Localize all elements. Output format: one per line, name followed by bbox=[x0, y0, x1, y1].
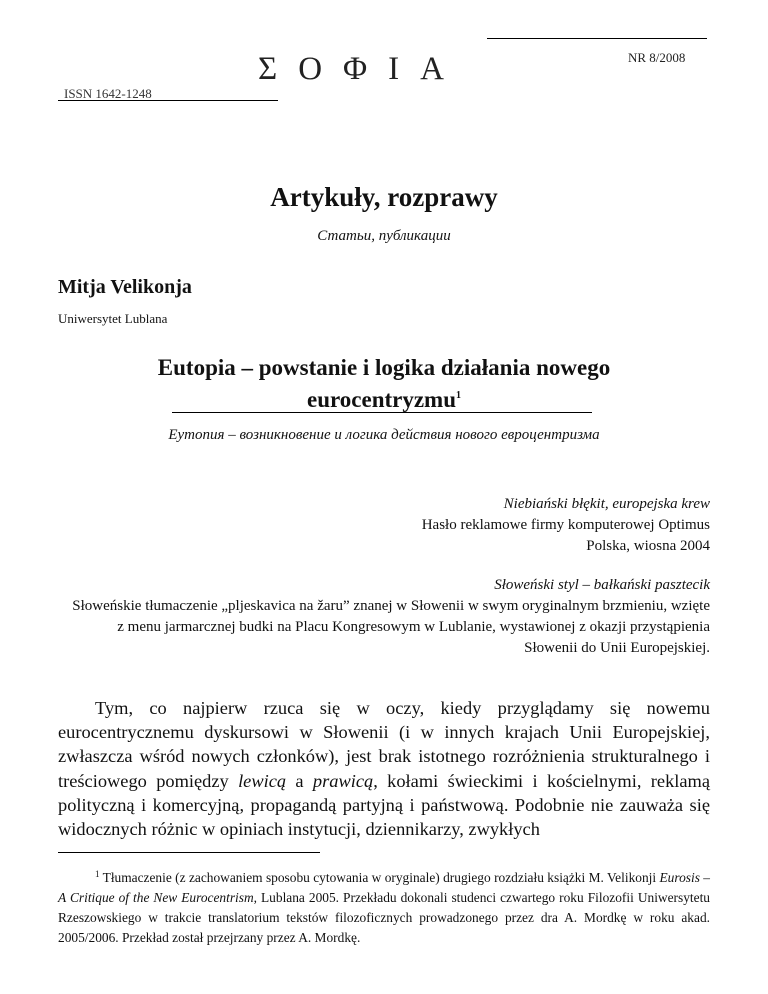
footnote-paragraph bbox=[58, 864, 710, 948]
body-text-run: Tym, co najpierw rzuca się w oczy, kiedy przyglądamy się nowemu eurocentrycznemu dyskursowi w Słowenii (i w innych krajach Unii Europejskiej, zwłaszcza wśród nowych członków), jest brak istotnego rozróżnienia strukturalnego i treściowego pomiędzy bbox=[58, 698, 710, 791]
author-affiliation: Uniwersytet Lublana bbox=[58, 311, 168, 326]
issn-label: ISSN 1642-1248 bbox=[64, 86, 152, 101]
epigraph-1-quote: Niebiański błękit, europejska krew bbox=[503, 496, 710, 512]
issn-rule bbox=[58, 100, 278, 101]
article-title bbox=[0, 354, 768, 414]
title-rule bbox=[172, 412, 592, 413]
epigraph-2-quote: Słoweński styl – bałkański pasztecik bbox=[494, 577, 710, 593]
section-title: Artykuły, rozprawy bbox=[270, 182, 498, 212]
body-emphasis-prawica: prawicą bbox=[312, 770, 374, 791]
author-name: Mitja Velikonja bbox=[58, 276, 192, 298]
footnote-text-run: Tłumaczenie (z zachowaniem sposobu cytowania w oryginale) drugiego rozdziału książki M. Velikonji bbox=[99, 870, 660, 885]
body-emphasis-lewica: lewicą bbox=[238, 770, 287, 791]
article-subtitle: Еутопия – возникновение и логика действия нового евроцентризма bbox=[168, 427, 600, 443]
section-subtitle: Статьи, публикации bbox=[317, 228, 451, 244]
body-text-run: , kołami świeckimi i kościelnymi, reklamą polityczną i komercyjną, propagandą partyjną i państwową. Podobnie nie zauważa się widocznych różnic w opiniach instytucji, dziennikarzy, zwykłych bbox=[58, 770, 710, 840]
epigraph-1-source-line2: Polska, wiosna 2004 bbox=[586, 538, 710, 554]
footnote bbox=[58, 864, 710, 948]
header-top-rule bbox=[487, 38, 707, 39]
issue-number: NR 8/2008 bbox=[628, 50, 686, 65]
epigraph-1 bbox=[422, 494, 710, 557]
article-title-line2: eurocentryzmu bbox=[306, 387, 457, 412]
article-title-line1: Eutopia – powstanie i logika działania nowego bbox=[157, 355, 611, 380]
footnote-ref: 1 bbox=[456, 390, 462, 401]
footnote-number: 1 bbox=[95, 869, 100, 879]
body-paragraph bbox=[58, 696, 710, 841]
epigraph-2-source: Słoweńskie tłumaczenie „pljeskavica na žaru” znanej w Słowenii w swym oryginalnym brzmieniu, wzięte z menu jarmarcznej budki na Placu Kongresowym w Lublanie, wystawionej z okazji przystąpienia Słowenii do Unii Europejskiej. bbox=[72, 598, 710, 656]
journal-title: ΣΟΦΙΑ bbox=[258, 51, 465, 87]
epigraph-1-source-line1: Hasło reklamowe firmy komputerowej Optimus bbox=[421, 517, 710, 533]
body-text-run: a bbox=[286, 770, 313, 791]
footnote-text-run: , Lublana 2005. Przekładu dokonali studenci czwartego roku Filozofii Uniwersytetu Rzeszowskiego w trakcie translatorium tekstów filozoficznych prowadzonego przez dra A. Mordkę w roku akad. 2005/2006. Przekład został przejrzany przez A. Mordkę. bbox=[58, 890, 710, 945]
footnote-book-title: Eurosis – A Critique of the New Eurocentrism bbox=[58, 870, 710, 905]
body-text bbox=[58, 696, 710, 841]
epigraph-2 bbox=[70, 575, 710, 659]
footnote-rule bbox=[58, 852, 320, 853]
